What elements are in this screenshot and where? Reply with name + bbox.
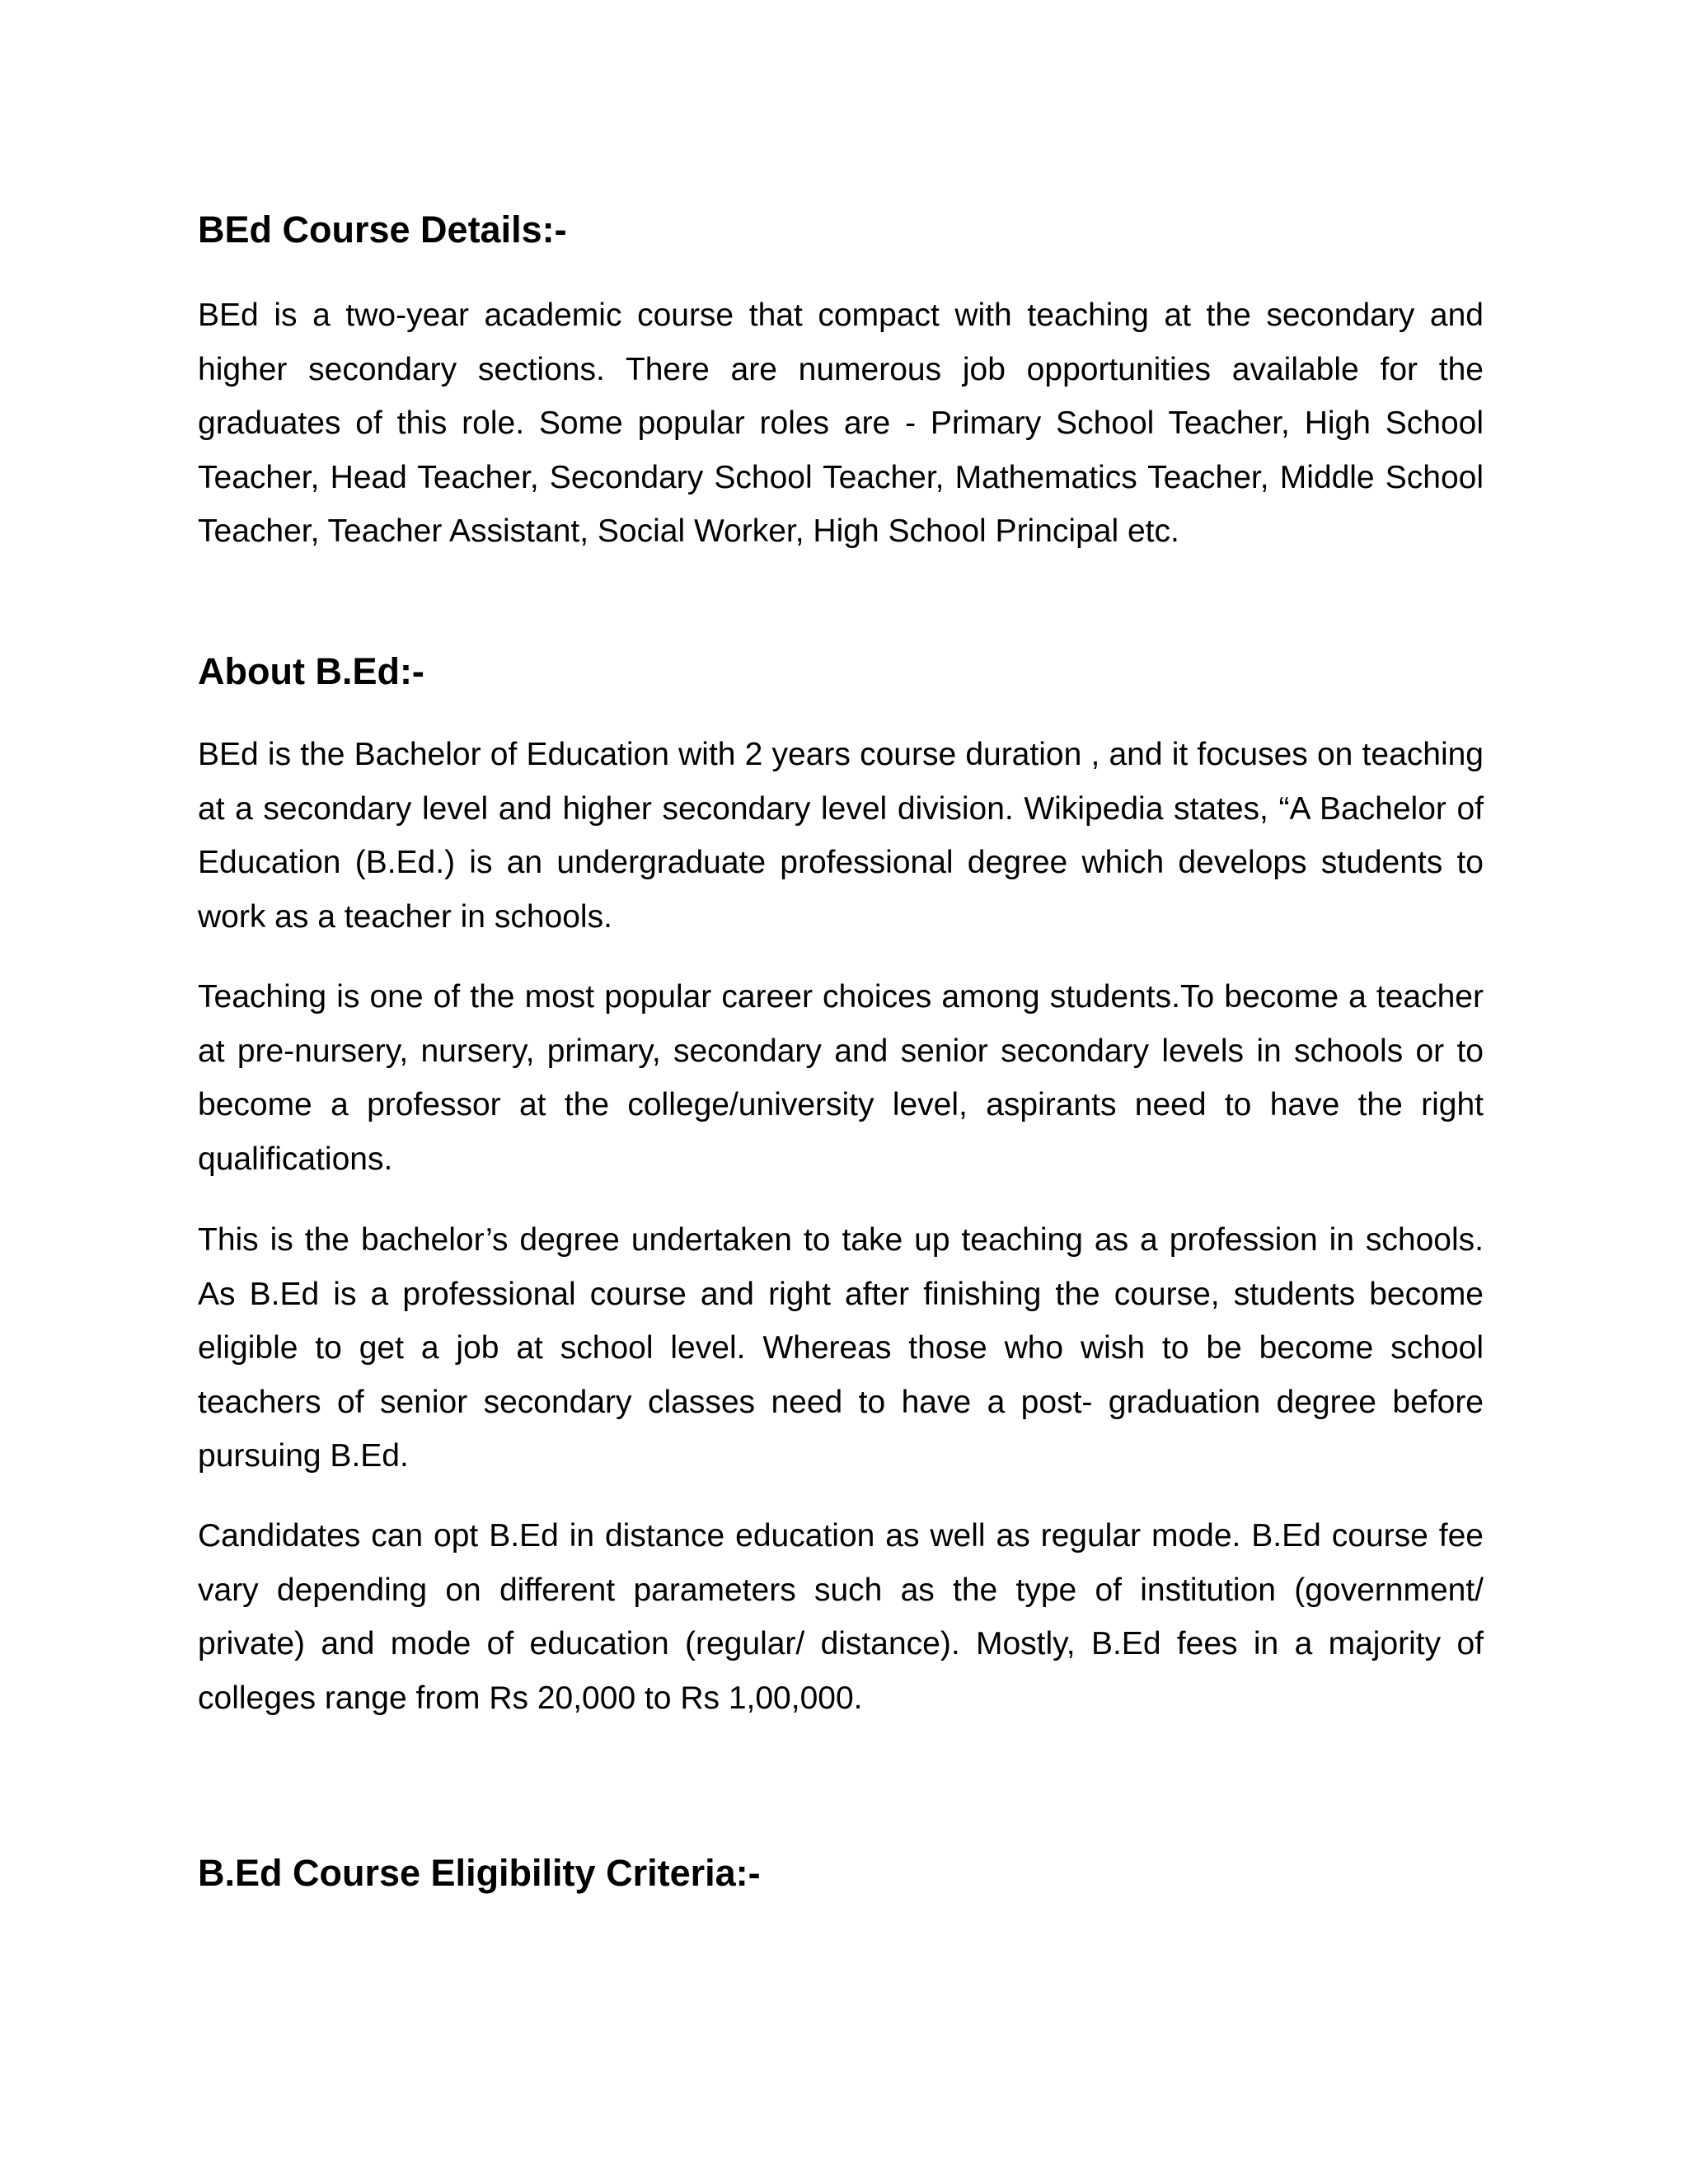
heading-about-bed: About B.Ed:- <box>198 650 424 692</box>
heading-bed-course-details: BEd Course Details:- <box>198 209 567 251</box>
paragraph-fees: Candidates can opt B.Ed in distance education as well as regular mode. B.Ed course fee vary depending on different parameters such as the type of institution (government/ private) and mode of education (regular/ distance). Mostly, B.Ed fees in a majority of colleges range from Rs 20,000 to Rs 1,00,000. <box>198 1518 1484 1716</box>
paragraph-course-details: BEd is a two-year academic course that compact with teaching at the secondary and higher secondary sections. There are numerous job opportunities available for the graduates of this role. Some popular roles are - Primary School Teacher, High School Teacher, Head Teacher, Secondary School Teacher, Mathematics Teacher, Middle School Teacher, Teacher Assistant, Social Worker, High School Principal etc. <box>198 298 1484 549</box>
paragraph-bachelors-degree: This is the bachelor’s degree undertaken to take up teaching as a profession in schools. As B.Ed is a professional course and right after finishing the course, students become eligible to get a job at school level. Whereas those who wish to be become school teachers of senior secondary classes need to have a post- graduation degree before pursuing B.Ed. <box>198 1222 1484 1474</box>
paragraph-about-bed: BEd is the Bachelor of Education with 2 years course duration , and it focuses on teaching at a secondary level and higher secondary level division. Wikipedia states, “A Bachelor of Education (B.Ed.) is an undergraduate professional degree which develops students to work as a teacher in schools. <box>198 737 1484 935</box>
heading-eligibility-criteria: B.Ed Course Eligibility Criteria:- <box>198 1852 761 1894</box>
paragraph-teaching-career: Teaching is one of the most popular career choices among students.To become a teacher at pre-nursery, nursery, primary, secondary and senior secondary levels in schools or to become a professor at the college/university level, aspirants need to have the right qualifications. <box>198 979 1484 1177</box>
